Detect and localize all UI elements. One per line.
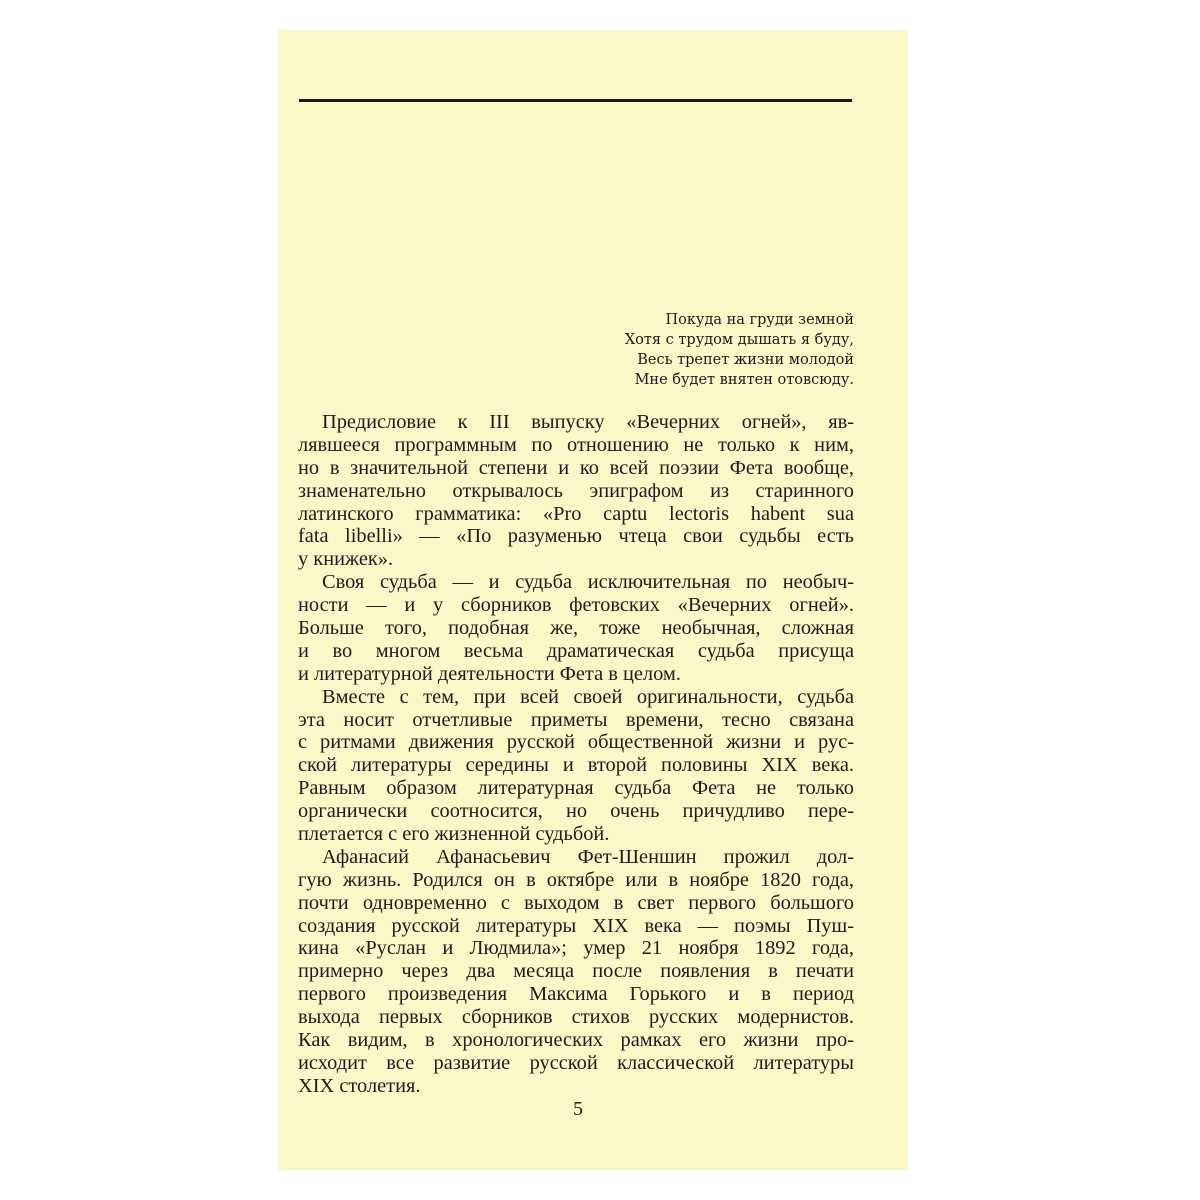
epigraph-line: Хотя с трудом дышать я буду, (624, 332, 854, 348)
text-line: почти одновременно с выходом в свет первого большого (298, 891, 854, 914)
text-line: плетается с его жизненной судьбой. (298, 823, 610, 846)
text-line: у книжек». (298, 548, 394, 571)
text-line: создания русской литературы XIX века — поэмы Пуш- (298, 914, 854, 937)
text-line: примерно через два месяца после появления в печати (298, 960, 854, 983)
text-line: Равным образом литературная судьба Фета не только (298, 777, 854, 800)
text-line: ности — и у сборников фетовских «Вечерних огней». (298, 594, 854, 617)
page-number: 5 (573, 1098, 583, 1120)
text-line: выхода первых сборников стихов русских модернистов. (298, 1006, 854, 1029)
epigraph-line: Мне будет внятен отовсюду. (634, 372, 854, 388)
book-page (278, 30, 908, 1170)
text-line: но в значительной степени и ко всей поэзии Фета вообще, (298, 456, 854, 479)
text-line: Своя судьба — и судьба исключительная по необыч- (322, 571, 854, 594)
text-line: Предисловие к III выпуску «Вечерних огней», яв- (322, 411, 854, 433)
body-text (298, 411, 854, 1098)
epigraph (534, 310, 854, 390)
text-line: Вместе с тем, при всей своей оригинальности, судьба (322, 685, 854, 708)
header-rule (299, 99, 852, 102)
text-line: гую жизнь. Родился он в октябре или в ноябре 1820 года, (298, 868, 854, 891)
text-line: fata libelli» — «По разуменью чтеца свои судьбы есть (298, 525, 854, 548)
text-line: кина «Руслан и Людмила»; умер 21 ноября 1892 года, (298, 937, 854, 960)
text-line: эта носит отчетливые приметы времени, тесно связана (298, 708, 854, 731)
text-line: органически соотносится, но очень причудливо пере- (298, 800, 854, 823)
text-line: XIX столетия. (298, 1074, 421, 1097)
text-line: и литературной деятельности Фета в целом. (298, 662, 681, 685)
text-line: ской литературы середины и второй половины XIX века. (298, 754, 854, 777)
text-line: лявшееся программным по отношению не только к ним, (298, 433, 854, 456)
text-line: и во многом весьма драматическая судьба присуща (298, 639, 854, 662)
text-line: знаменательно открывалось эпиграфом из старинного (298, 479, 854, 502)
epigraph-line: Покуда на груди земной (665, 312, 854, 328)
text-line: с ритмами движения русской общественной жизни и рус- (298, 731, 854, 754)
text-line: Больше того, подобная же, тоже необычная, сложная (298, 617, 854, 640)
text-line: латинского грамматика: «Pro captu lectoris habent sua (298, 502, 854, 525)
text-line: первого произведения Максима Горького и в период (298, 983, 854, 1006)
text-line: Как видим, в хронологических рамках его жизни про- (298, 1029, 854, 1052)
text-line: исходит все развитие русской классической литературы (298, 1051, 854, 1074)
text-line: Афанасий Афанасьевич Фет-Шеншин прожил дол- (322, 845, 854, 868)
epigraph-line: Весь трепет жизни молодой (637, 352, 854, 368)
